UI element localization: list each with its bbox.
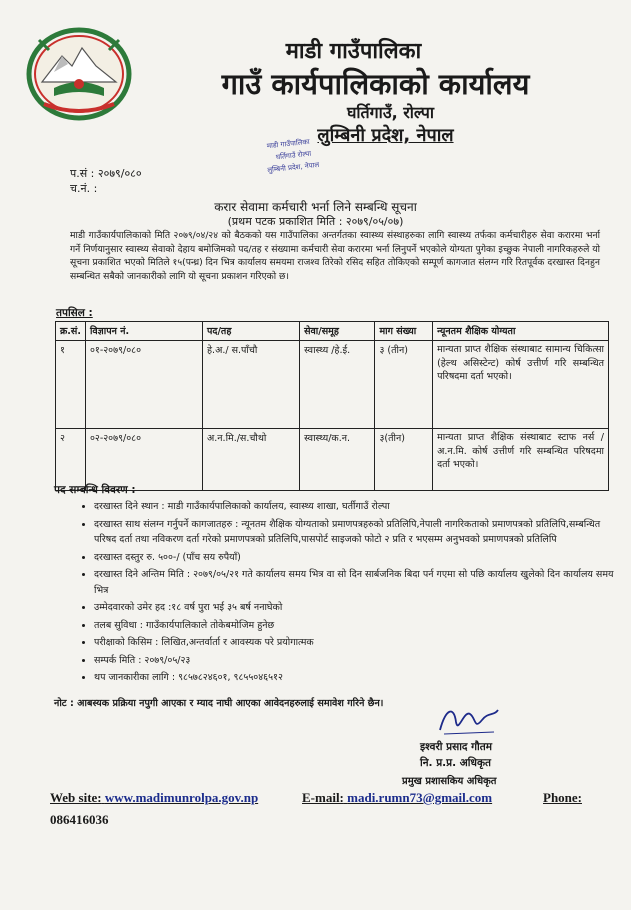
- list-item: • सम्पर्क मिति : २०७९/०५/२३: [94, 653, 614, 669]
- phone-label: Phone:: [543, 790, 582, 805]
- cell-sn: १: [56, 341, 86, 429]
- cell-sn: २: [56, 429, 86, 491]
- table-header-row: [56, 322, 609, 341]
- list-item: • दरखास्त दस्तुर रु. ५००-/ (पाँच सय रुपैयाँ): [94, 550, 614, 566]
- col-header-ad-no: विज्ञापन नं.: [85, 322, 202, 341]
- details-label: तपसिल :: [56, 307, 93, 319]
- table-row: [56, 341, 609, 429]
- post-details-heading: पद सम्बन्धि विवरण :: [54, 484, 136, 496]
- cell-qualification: मान्यता प्राप्त शैक्षिक संस्थाबाट सामान्य चिकित्सा (हेल्थ असिस्टेन्ट) कोर्ष उत्तीर्ण गरि सम्बन्धित परिषदमा दर्ता भएको।: [433, 341, 609, 429]
- table-row: [56, 429, 609, 491]
- cell-demand: ३(तीन): [375, 429, 433, 491]
- list-item: • दरखास्त दिने स्थान : माडी गाउँकार्यपालिकाको कार्यालय, स्वास्थ्य शाखा, घर्तीगाउँ रोल्पा: [94, 499, 614, 515]
- reference-number: प.सं : २०७९/०८०: [70, 167, 142, 180]
- cell-post: हे.अ./ स.पाँचौ: [203, 341, 300, 429]
- website-label: Web site:: [50, 790, 102, 805]
- notice-intro: माडी गाउँकार्यपालिकाको मिति २०७९/०४/२४ को बैठकको यस गाउँपालिका अन्तर्गतका स्वास्थ्य संस्थाहरुका लागि स्वास्थ्य तर्फका कर्मचारीहरु सेवा करारमा भर्ना गर्ने निर्णयानुसार स्वास्थ्य सेवाको देहाय बमोजिमको पद/तह र संख्यामा कर्मचारी सेवा करारमा भर्ना लिनुपर्ने भएकोले योग्यता पुगेका इच्छुक नेपाली नागरिकहरुले यो सूचना प्रकाशित भएको मितिले १५(पन्ध्र) दिन भित्र कार्यालय समयमा राजश्व तिरेको रसिद सहित तोकिएको सम्पूर्ण कागजात संलग्न गरि रितपूर्वक दरखास्त दिनहुन सम्बन्धित सबैको जानकारीको लागि यो सूचना प्रकाशन गरिएको छ।: [70, 230, 600, 282]
- cell-demand: ३ (तीन): [375, 341, 433, 429]
- list-item: • परीक्षाको किसिम : लिखित,अन्तर्वार्ता र आवस्यक परे प्रयोगात्मक: [94, 635, 614, 651]
- address-line2: लुम्बिनी प्रदेश, नेपाल: [317, 125, 454, 146]
- stamp-line-1: माडी गाउँपालिका: [266, 137, 310, 151]
- cell-qualification: मान्यता प्राप्त शैक्षिक संस्थाबाट स्टाफ नर्स / अ.न.मि. कोर्ष उत्तीर्ण गरि सम्बन्धित परिषदमा दर्ता भएको।: [433, 429, 609, 491]
- col-header-service: सेवा/समूह: [300, 322, 375, 341]
- address-line1: घर्तिगाउँ, रोल्पा: [346, 103, 435, 122]
- col-header-demand: माग संख्या: [375, 322, 433, 341]
- notice-subtitle: (प्रथम पटक प्रकाशित मिति : २०७९/०५/०७): [227, 215, 404, 228]
- col-header-post: पद/तह: [203, 322, 300, 341]
- cell-ad-no: ०२-२०७९/०८०: [85, 429, 202, 491]
- final-note: नोट : आबस्यक प्रक्रिया नपुगी आएका र म्याद नाघी आएका आवेदनहरुलाई समावेश गरिने छैन।: [54, 698, 384, 709]
- list-item: • तलब सुविधा : गाउँकार्यपालिकाले तोकेबमोजिम हुनेछ: [94, 618, 614, 634]
- dispatch-number: च.नं. :: [70, 182, 98, 195]
- phone-number: 086416036: [50, 812, 109, 827]
- email-label: E-mail:: [302, 790, 344, 805]
- list-item: • थप जानकारीका लागि : ९८५७८२४६०१, ९८५५०४६५१२: [94, 670, 614, 686]
- notice-title: करार सेवामा कर्मचारी भर्ना लिने सम्बन्धि सूचना: [214, 200, 417, 214]
- stamp-line-2: घर्तिगाउँ रोल्पा: [275, 149, 312, 162]
- signatory-stamp: प्रमुख प्रशासकिय अधिकृत: [402, 776, 497, 787]
- list-item: • उम्मेदवारको उमेर हद :१८ वर्ष पुरा भई ३५ बर्ष ननाघेको: [94, 600, 614, 616]
- list-item: • दरखास्त साथ संलग्न गर्नुपर्ने कागजातहरु : न्यूनतम शैक्षिक योग्यताको प्रमाणपत्रहरुको प्रतिलिपि,नेपाली नागरिकताको प्रमाणपत्रको प्रतिलिपि,सम्बन्धित परिषद दर्ता तथा नविकरण दर्ता गरेको प्रमाणपत्रको प्रतिलिपि,पासपोर्ट साइजको फोटो २ प्रति र भएसम्म अनुभवको प्रमाणपत्रको प्रतिलिपि: [94, 517, 614, 548]
- office-stamp: [262, 132, 354, 178]
- cell-service: स्वास्थ्य/क.न.: [300, 429, 375, 491]
- org-name: माडी गाउँपालिका: [285, 39, 422, 64]
- post-details-list: [84, 499, 614, 688]
- cell-ad-no: ०१-२०७९/०८०: [85, 341, 202, 429]
- footer-website: [50, 790, 258, 806]
- col-header-sn: क्र.सं.: [56, 322, 86, 341]
- email-link[interactable]: madi.rumn73@gmail.com: [347, 790, 493, 805]
- website-link[interactable]: www.madimunrolpa.gov.np: [104, 790, 259, 805]
- cell-service: स्वास्थ्य /हे.ई.: [300, 341, 375, 429]
- signatory-name: इश्वरी प्रसाद गौतम: [420, 741, 493, 753]
- footer-email: [302, 790, 492, 806]
- signature-mark: [434, 700, 504, 740]
- office-name: गाउँ कार्यपालिकाको कार्यालय: [221, 67, 530, 101]
- col-header-qualification: न्यूनतम शैक्षिक योग्यता: [433, 322, 609, 341]
- stamp-line-3: लुम्बिनी प्रदेश, नेपाल: [266, 160, 320, 175]
- list-item: • दरखास्त दिने अन्तिम मिति : २०७९/०५/२१ गते कार्यालय समय भित्र वा सो दिन सार्बजनिक बिदा पर्न गएमा सो पछि कार्यालय खुलेको दिन कार्यालय समय भित्र: [94, 567, 614, 598]
- signatory-title: नि. प्र.प्र. अधिकृत: [420, 757, 492, 769]
- cell-post: अ.न.मि./स.चौथो: [203, 429, 300, 491]
- vacancy-table: [55, 321, 609, 491]
